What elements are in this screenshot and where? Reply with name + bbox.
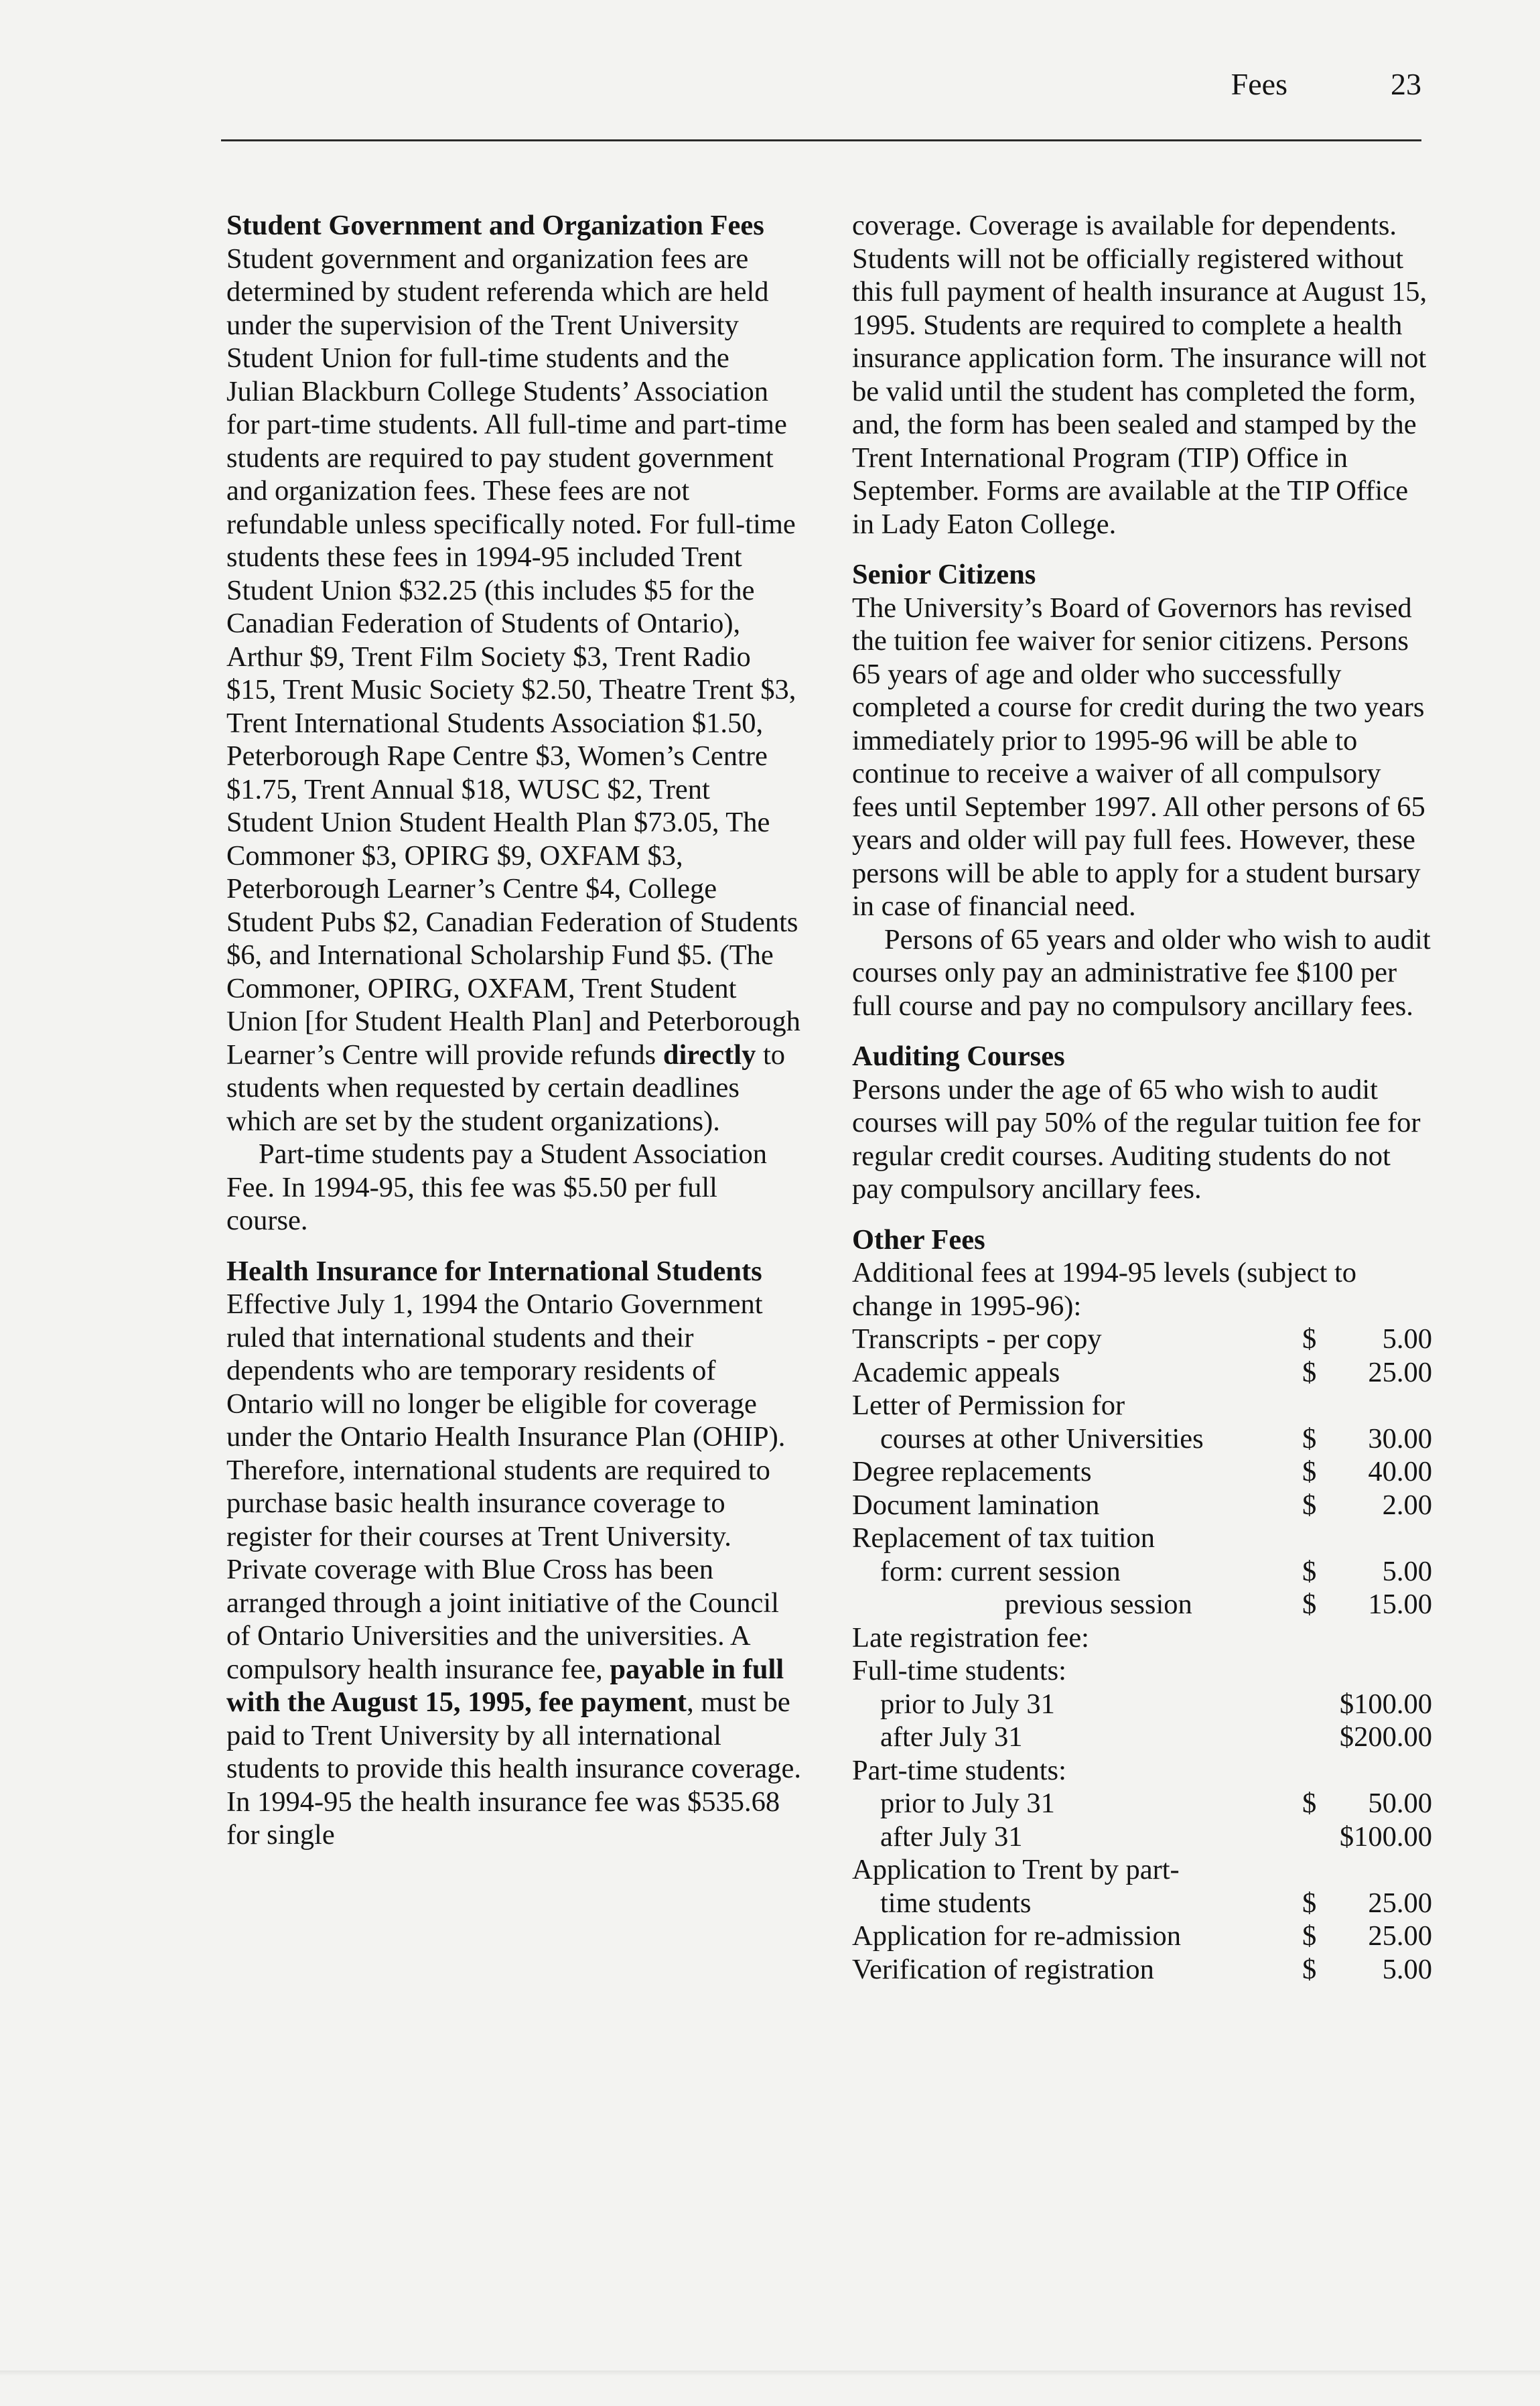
fee-currency <box>1302 1621 1332 1655</box>
paragraph <box>852 209 1432 541</box>
fee-label: Full-time students: <box>852 1655 1066 1686</box>
fee-currency <box>1302 1853 1332 1887</box>
fee-row <box>852 1522 1432 1555</box>
fee-amount: 25.00 <box>1368 1356 1432 1388</box>
fee-label: Application for re-admission <box>852 1920 1181 1952</box>
fee-currency <box>1302 1389 1332 1422</box>
section-heading: Auditing Courses <box>852 1041 1065 1072</box>
fee-row <box>852 1820 1432 1854</box>
fee-label: after July 31 <box>880 1820 1023 1853</box>
fee-label: form: current session <box>880 1555 1121 1587</box>
fee-amount <box>1332 1522 1432 1555</box>
fee-row <box>852 1787 1432 1820</box>
fee-label: Transcripts - per copy <box>852 1323 1102 1355</box>
fee-currency <box>1302 1688 1332 1721</box>
fee-amount: $100.00 <box>1339 1820 1432 1853</box>
fee-amount <box>1332 1754 1432 1788</box>
fee-amount: $200.00 <box>1339 1721 1432 1753</box>
fee-row <box>852 1356 1432 1390</box>
fee-currency: $ <box>1302 1953 1317 1985</box>
fee-amount: 5.00 <box>1382 1555 1432 1587</box>
paragraph <box>852 592 1432 923</box>
fee-row <box>852 1688 1432 1721</box>
fee-currency: $ <box>1302 1422 1317 1455</box>
fee-currency <box>1302 1721 1332 1754</box>
fee-row <box>852 1389 1432 1422</box>
fee-currency <box>1302 1654 1332 1688</box>
fee-label: Degree replacements <box>852 1456 1092 1487</box>
paragraph <box>226 243 804 1138</box>
page-edge-shadow <box>0 2370 1540 2376</box>
fee-label: prior to July 31 <box>880 1788 1055 1819</box>
fee-amount: 5.00 <box>1382 1323 1432 1355</box>
left-column <box>226 209 804 1852</box>
page-number: 23 <box>1391 67 1421 101</box>
running-header <box>221 58 1421 105</box>
fee-currency <box>1302 1820 1332 1854</box>
fee-label: Academic appeals <box>852 1356 1060 1388</box>
fee-row <box>852 1588 1432 1621</box>
paragraph <box>226 1138 804 1238</box>
fee-amount <box>1332 1654 1432 1688</box>
section-heading: Other Fees <box>852 1223 985 1256</box>
fee-currency: $ <box>1302 1887 1317 1919</box>
fee-row <box>852 1721 1432 1754</box>
fee-currency: $ <box>1302 1555 1317 1587</box>
text-run: , must be paid to Trent University by all international students to provide this health insurance coverage. In 1994-95 the health insurance fee was $535.68 for single <box>226 1686 802 1851</box>
fee-row <box>852 1754 1432 1788</box>
fee-amount: 25.00 <box>1368 1887 1432 1919</box>
fee-currency <box>1302 1522 1332 1555</box>
fee-row <box>852 1853 1432 1887</box>
fee-label: Letter of Permission for <box>852 1390 1125 1421</box>
fee-row <box>852 1654 1432 1688</box>
fee-currency: $ <box>1302 1589 1317 1620</box>
fee-amount: 30.00 <box>1368 1422 1432 1455</box>
fee-amount: 40.00 <box>1368 1456 1432 1487</box>
fee-row <box>852 1455 1432 1489</box>
section-heading: Health Insurance for International Students <box>226 1255 762 1287</box>
header-rule <box>221 139 1421 141</box>
section-heading: Senior Citizens <box>852 559 1036 590</box>
fee-label: Late registration fee: <box>852 1621 1089 1654</box>
paragraph <box>852 1073 1432 1206</box>
fee-currency: $ <box>1302 1323 1317 1355</box>
fee-amount: 15.00 <box>1368 1589 1432 1620</box>
fee-row <box>852 1920 1432 1953</box>
text-run: Persons under the age of 65 who wish to audit courses will pay 50% of the regular tuition fee for regular credit courses. Auditing students do not pay compulsory ancillary fees. <box>852 1073 1421 1205</box>
fee-amount: $100.00 <box>1339 1688 1432 1720</box>
fee-label: Application to Trent by part- <box>852 1854 1180 1885</box>
fee-label: courses at other Universities <box>880 1422 1204 1455</box>
fee-amount: 50.00 <box>1368 1788 1432 1819</box>
fee-row <box>852 1422 1432 1456</box>
fee-label: after July 31 <box>880 1721 1023 1753</box>
text-run: Student government and organization fees are determined by student referenda which are held under the supervision of the Trent University Student Union for full-time students and the Julian Blackburn College Students’ Association for part-time students. All full-time and part-time students are required to pay student government and organization fees. These fees are not refundable unless specifically noted. For full-time students these fees in 1994-95 included Trent Student Union $32.25 (this includes $5 for the Canadian Federation of Students of Ontario), Arthur $9, Trent Film Society $3, Trent Radio $15, Trent Music Society $2.50, Theatre Trent $3, Trent International Students Association $1.50, Peterborough Rape Centre $3, Women’s Centre $1.75, Trent Annual $18, WUSC $2, Trent Student Union Student Health Plan $73.05, The Commoner $3, OPIRG $9, OXFAM $3, Peterborough Learner’s Centre $4, College Student Pubs $2, Canadian Federation of Students $6, and International Scholarship Fund $5. (The Commoner, OPIRG, OXFAM, Trent Student Union [for Student Health Plan] and Peterborough Learner’s Centre will provide refunds <box>226 243 800 1071</box>
fee-row <box>852 1489 1432 1522</box>
text-run: to students when requested by certain deadlines which are set by the student organizations). <box>226 1039 786 1137</box>
text-run: Persons of 65 years and older who wish to audit courses only pay an administrative fee $100 per full course and pay no compulsory ancillary fees. <box>852 923 1431 1022</box>
fee-amount <box>1332 1389 1432 1422</box>
fee-label: previous session <box>1005 1589 1192 1620</box>
bold-text: directly <box>662 1039 756 1071</box>
bold-text: payable in full with the August 15, 1995, fee payment <box>226 1653 784 1718</box>
fee-currency <box>1302 1754 1332 1788</box>
text-run: Additional fees at 1994-95 levels (subject to change in 1995-96): <box>852 1257 1357 1322</box>
fee-label: Verification of registration <box>852 1953 1154 1985</box>
fee-label: Part-time students: <box>852 1754 1066 1786</box>
fee-label: Document lamination <box>852 1489 1100 1521</box>
fee-amount: 5.00 <box>1382 1953 1432 1985</box>
fee-row <box>852 1555 1432 1589</box>
fee-row <box>852 1953 1432 1987</box>
fee-table <box>852 1323 1432 1986</box>
fee-currency: $ <box>1302 1489 1317 1521</box>
fee-amount <box>1332 1621 1432 1655</box>
fee-currency: $ <box>1302 1788 1317 1819</box>
fee-currency: $ <box>1302 1356 1317 1388</box>
fee-label: time students <box>880 1887 1032 1919</box>
text-run: The University’s Board of Governors has revised the tuition fee waiver for senior citizens. Persons 65 years of age and older who successfully completed a course for credit during the two years immediately prior to 1995-96 will be able to continue to receive a waiver of all compulsory fees until September 1997. All other persons of 65 years and older will pay full fees. However, these persons will be able to apply for a student bursary in case of financial need. <box>852 592 1425 922</box>
fee-currency: $ <box>1302 1456 1317 1487</box>
fee-label: prior to July 31 <box>880 1688 1055 1720</box>
text-run: Effective July 1, 1994 the Ontario Government ruled that international students and their dependents who are temporary residents of Ontario will no longer be eligible for coverage under the Ontario Health Insurance Plan (OHIP). Therefore, international students are required to purchase basic health insurance coverage to register for their courses at Trent University. Private coverage with Blue Cross has been arranged through a joint initiative of the Council of Ontario Universities and the universities. A compulsory health insurance fee, <box>226 1288 786 1685</box>
text-run: Part-time students pay a Student Association Fee. In 1994-95, this fee was $5.50 per full course. <box>226 1138 768 1236</box>
paragraph <box>852 923 1432 1023</box>
section-heading: Student Government and Organization Fees <box>226 210 764 241</box>
fee-currency: $ <box>1302 1920 1317 1952</box>
paragraph <box>852 1256 1432 1323</box>
right-column <box>852 209 1432 1986</box>
fee-amount <box>1332 1853 1432 1887</box>
fee-row <box>852 1887 1432 1920</box>
fee-amount: 25.00 <box>1368 1920 1432 1952</box>
section-title: Fees <box>1231 67 1287 101</box>
fee-amount: 2.00 <box>1382 1489 1432 1521</box>
paragraph <box>226 1288 804 1852</box>
fee-row <box>852 1621 1432 1655</box>
fee-label: Replacement of tax tuition <box>852 1522 1156 1554</box>
fee-row <box>852 1323 1432 1356</box>
text-run: coverage. Coverage is available for dependents. Students will not be officially registered without this full payment of health insurance at August 15, 1995. Students are required to complete a health insurance application form. The insurance will not be valid until the student has completed the form, and, the form has been sealed and stamped by the Trent International Program (TIP) Office in September. Forms are available at the TIP Office in Lady Eaton College. <box>852 210 1427 540</box>
